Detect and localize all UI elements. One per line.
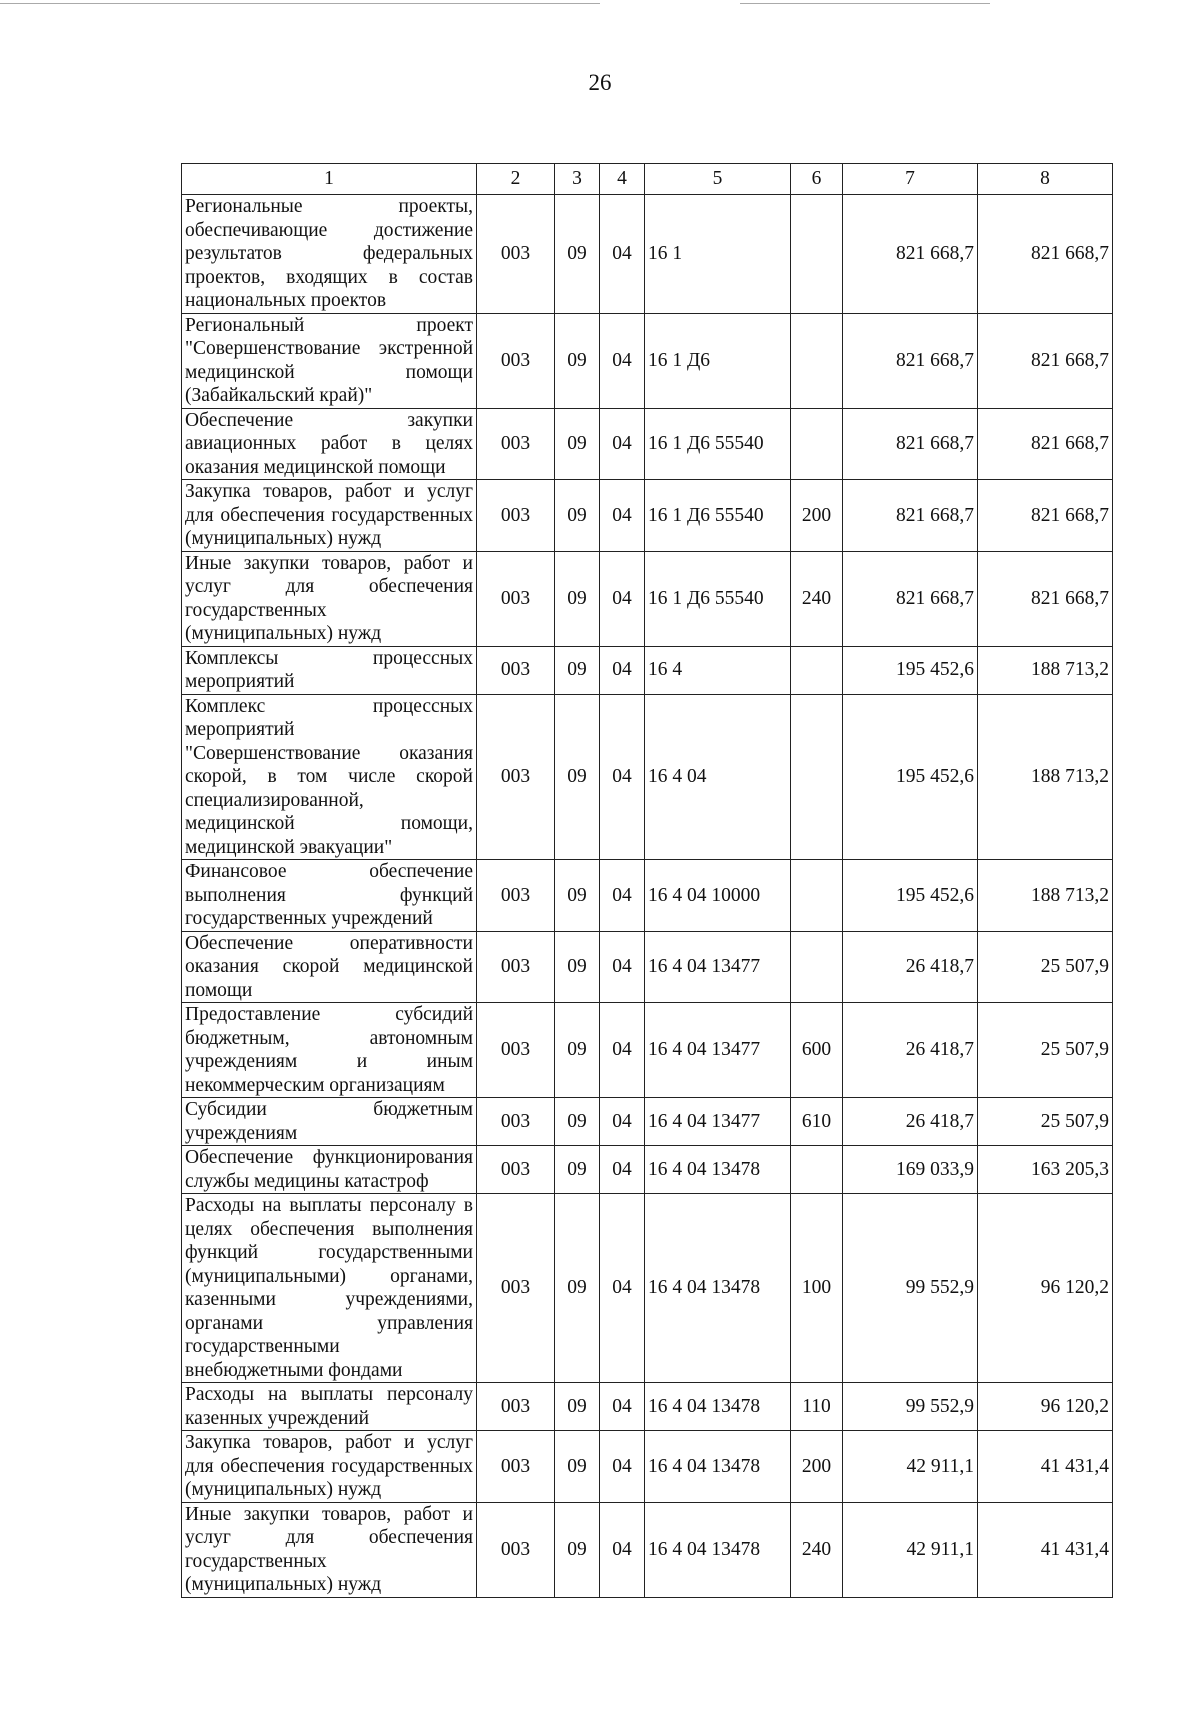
header-cell: 3 [555,164,600,195]
row-section-cell: 09 [555,1098,600,1146]
row-target-article-cell: 16 1 Д6 55540 [645,408,791,480]
table-header-row [182,164,1113,195]
row-target-article-cell: 16 4 04 10000 [645,860,791,932]
row-amount-cell: 821 668,7 [843,195,978,314]
row-expense-type-cell [791,313,843,408]
budget-table [181,163,1113,1598]
table-row [182,1194,1113,1383]
row-amount-cell: 821 668,7 [978,551,1113,646]
row-amount-cell: 163 205,3 [978,1146,1113,1194]
row-amount-cell: 26 418,7 [843,1003,978,1098]
header-cell: 8 [978,164,1113,195]
scan-edge-line [0,3,600,4]
row-target-article-cell: 16 1 Д6 55540 [645,551,791,646]
row-name-cell: Региональный проект "Совершенствование экстренной медицинской помощи (Забайкальский край)" [182,313,477,408]
row-target-article-cell: 16 4 04 13477 [645,1003,791,1098]
row-section-cell: 09 [555,646,600,694]
row-target-article-cell: 16 4 04 13478 [645,1194,791,1383]
row-amount-cell: 821 668,7 [978,195,1113,314]
table-row [182,313,1113,408]
row-amount-cell: 195 452,6 [843,646,978,694]
row-name-cell: Расходы на выплаты персоналу казенных учреждений [182,1383,477,1431]
row-target-article-cell: 16 4 [645,646,791,694]
row-expense-type-cell [791,408,843,480]
table-row [182,408,1113,480]
row-expense-type-cell: 110 [791,1383,843,1431]
row-expense-type-cell [791,646,843,694]
row-section-cell: 09 [555,1003,600,1098]
row-amount-cell: 25 507,9 [978,1098,1113,1146]
row-section-cell: 09 [555,931,600,1003]
row-subsection-cell: 04 [600,1146,645,1194]
row-target-article-cell: 16 1 [645,195,791,314]
row-code-cell: 003 [477,551,555,646]
row-code-cell: 003 [477,931,555,1003]
row-amount-cell: 821 668,7 [843,408,978,480]
row-amount-cell: 195 452,6 [843,694,978,860]
row-section-cell: 09 [555,195,600,314]
header-cell: 7 [843,164,978,195]
table-row [182,1383,1113,1431]
table-row [182,646,1113,694]
row-subsection-cell: 04 [600,313,645,408]
row-section-cell: 09 [555,408,600,480]
row-amount-cell: 26 418,7 [843,1098,978,1146]
row-amount-cell: 821 668,7 [843,551,978,646]
page-number: 26 [588,70,612,95]
row-name-cell: Расходы на выплаты персоналу в целях обеспечения выполнения функций государственными (муниципальными) органами, казенными учреждениями, органами управления государственными внебюджетными фондами [182,1194,477,1383]
row-expense-type-cell: 240 [791,1502,843,1597]
row-amount-cell: 169 033,9 [843,1146,978,1194]
row-expense-type-cell [791,1146,843,1194]
row-expense-type-cell: 200 [791,480,843,552]
row-amount-cell: 42 911,1 [843,1502,978,1597]
row-subsection-cell: 04 [600,1383,645,1431]
row-amount-cell: 41 431,4 [978,1502,1113,1597]
table-row [182,480,1113,552]
row-section-cell: 09 [555,860,600,932]
row-amount-cell: 821 668,7 [978,408,1113,480]
row-section-cell: 09 [555,1194,600,1383]
row-code-cell: 003 [477,1383,555,1431]
table-row [182,931,1113,1003]
row-target-article-cell: 16 4 04 13478 [645,1146,791,1194]
row-section-cell: 09 [555,551,600,646]
row-name-cell: Закупка товаров, работ и услуг для обеспечения государственных (муниципальных) нужд [182,480,477,552]
row-subsection-cell: 04 [600,1003,645,1098]
row-amount-cell: 41 431,4 [978,1431,1113,1503]
scan-edge-line [740,3,990,4]
row-code-cell: 003 [477,1502,555,1597]
row-amount-cell: 188 713,2 [978,860,1113,932]
row-subsection-cell: 04 [600,860,645,932]
row-name-cell: Региональные проекты, обеспечивающие достижение результатов федеральных проектов, входящих в состав национальных проектов [182,195,477,314]
row-code-cell: 003 [477,313,555,408]
row-name-cell: Комплексы процессных мероприятий [182,646,477,694]
row-target-article-cell: 16 4 04 13477 [645,931,791,1003]
table-row [182,195,1113,314]
row-subsection-cell: 04 [600,1502,645,1597]
header-cell: 4 [600,164,645,195]
row-expense-type-cell: 610 [791,1098,843,1146]
row-section-cell: 09 [555,1502,600,1597]
row-amount-cell: 96 120,2 [978,1383,1113,1431]
row-target-article-cell: 16 4 04 13478 [645,1502,791,1597]
row-section-cell: 09 [555,1431,600,1503]
row-amount-cell: 821 668,7 [978,480,1113,552]
row-name-cell: Субсидии бюджетным учреждениям [182,1098,477,1146]
row-amount-cell: 821 668,7 [843,480,978,552]
row-amount-cell: 188 713,2 [978,646,1113,694]
row-amount-cell: 25 507,9 [978,931,1113,1003]
table-row [182,1502,1113,1597]
row-section-cell: 09 [555,480,600,552]
row-subsection-cell: 04 [600,646,645,694]
row-name-cell: Обеспечение оперативности оказания скорой медицинской помощи [182,931,477,1003]
row-code-cell: 003 [477,1431,555,1503]
row-amount-cell: 26 418,7 [843,931,978,1003]
row-section-cell: 09 [555,313,600,408]
table-row [182,1431,1113,1503]
row-amount-cell: 99 552,9 [843,1383,978,1431]
row-subsection-cell: 04 [600,408,645,480]
row-subsection-cell: 04 [600,1098,645,1146]
row-subsection-cell: 04 [600,480,645,552]
header-cell: 2 [477,164,555,195]
row-code-cell: 003 [477,694,555,860]
row-amount-cell: 99 552,9 [843,1194,978,1383]
header-cell: 5 [645,164,791,195]
row-amount-cell: 96 120,2 [978,1194,1113,1383]
row-code-cell: 003 [477,860,555,932]
row-amount-cell: 25 507,9 [978,1003,1113,1098]
row-code-cell: 003 [477,1146,555,1194]
row-expense-type-cell: 600 [791,1003,843,1098]
row-target-article-cell: 16 4 04 13478 [645,1431,791,1503]
row-expense-type-cell: 100 [791,1194,843,1383]
row-name-cell: Комплекс процессных мероприятий "Совершенствование оказания скорой, в том числе скорой специализированной, медицинской помощи, медицинской эвакуации" [182,694,477,860]
row-name-cell: Финансовое обеспечение выполнения функций государственных учреждений [182,860,477,932]
table-row [182,860,1113,932]
row-amount-cell: 821 668,7 [843,313,978,408]
row-code-cell: 003 [477,480,555,552]
row-code-cell: 003 [477,1098,555,1146]
row-section-cell: 09 [555,1383,600,1431]
row-name-cell: Предоставление субсидий бюджетным, автономным учреждениям и иным некоммерческим организациям [182,1003,477,1098]
table-row [182,551,1113,646]
row-expense-type-cell: 200 [791,1431,843,1503]
row-subsection-cell: 04 [600,551,645,646]
row-name-cell: Обеспечение закупки авиационных работ в целях оказания медицинской помощи [182,408,477,480]
row-expense-type-cell [791,931,843,1003]
row-amount-cell: 821 668,7 [978,313,1113,408]
row-expense-type-cell [791,195,843,314]
row-name-cell: Обеспечение функционирования службы медицины катастроф [182,1146,477,1194]
table-row [182,1146,1113,1194]
table-row [182,1098,1113,1146]
row-subsection-cell: 04 [600,1194,645,1383]
row-expense-type-cell [791,694,843,860]
row-code-cell: 003 [477,195,555,314]
row-subsection-cell: 04 [600,195,645,314]
row-name-cell: Иные закупки товаров, работ и услуг для обеспечения государственных (муниципальных) нужд [182,1502,477,1597]
row-target-article-cell: 16 4 04 [645,694,791,860]
row-section-cell: 09 [555,1146,600,1194]
row-subsection-cell: 04 [600,694,645,860]
row-code-cell: 003 [477,408,555,480]
row-expense-type-cell [791,860,843,932]
table-row [182,694,1113,860]
table-row [182,1003,1113,1098]
row-expense-type-cell: 240 [791,551,843,646]
header-cell: 1 [182,164,477,195]
row-target-article-cell: 16 1 Д6 55540 [645,480,791,552]
row-code-cell: 003 [477,646,555,694]
row-target-article-cell: 16 4 04 13477 [645,1098,791,1146]
row-code-cell: 003 [477,1194,555,1383]
row-amount-cell: 195 452,6 [843,860,978,932]
header-cell: 6 [791,164,843,195]
row-amount-cell: 42 911,1 [843,1431,978,1503]
row-name-cell: Иные закупки товаров, работ и услуг для обеспечения государственных (муниципальных) нужд [182,551,477,646]
row-target-article-cell: 16 4 04 13478 [645,1383,791,1431]
row-subsection-cell: 04 [600,1431,645,1503]
row-amount-cell: 188 713,2 [978,694,1113,860]
row-section-cell: 09 [555,694,600,860]
row-subsection-cell: 04 [600,931,645,1003]
row-target-article-cell: 16 1 Д6 [645,313,791,408]
row-code-cell: 003 [477,1003,555,1098]
row-name-cell: Закупка товаров, работ и услуг для обеспечения государственных (муниципальных) нужд [182,1431,477,1503]
